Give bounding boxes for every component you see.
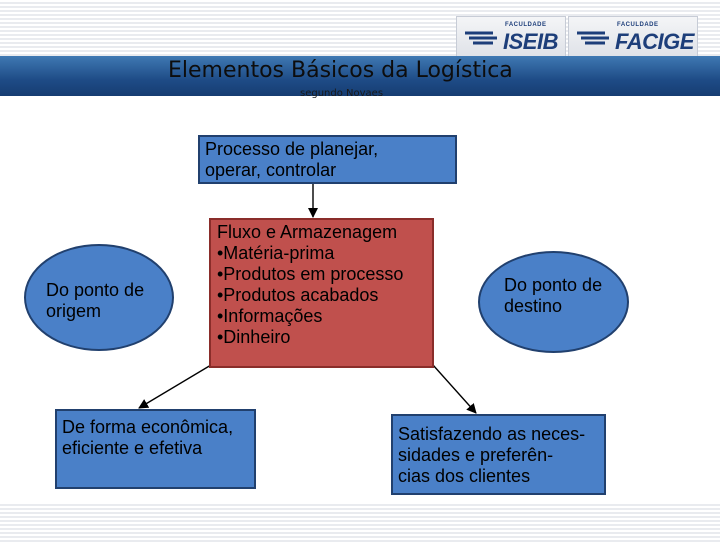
logo-tag: FACULDADE — [505, 22, 547, 28]
logo-tag: FACULDADE — [617, 22, 659, 28]
process-box — [198, 135, 457, 184]
page-subtitle: segundo Novaes — [300, 88, 384, 99]
page-title: Elementos Básicos da Logística — [168, 58, 513, 83]
logo-name: FACIGE — [615, 29, 694, 54]
economic-text: De forma econômica, eficiente e efetiva — [62, 417, 234, 458]
satisfy-box — [391, 414, 606, 495]
destination-ellipse — [478, 251, 629, 353]
satisfy-text: Satisfazendo as neces- sidades e preferên- cias dos clientes — [398, 424, 586, 486]
process-text: Processo de planejar, operar, controlar — [205, 139, 379, 180]
economic-box — [55, 409, 256, 489]
arrow-flow-to-satisfy — [433, 365, 476, 413]
origin-text: Do ponto de origem — [46, 280, 145, 321]
origin-ellipse — [24, 244, 174, 351]
destination-text: Do ponto de destino — [504, 275, 603, 316]
flow-text: Fluxo e Armazenagem •Matéria-prima •Produtos em processo •Produtos acabados •Informações •Dinheiro — [217, 222, 404, 347]
flow-box — [209, 218, 434, 368]
logo-name: ISEIB — [503, 29, 558, 54]
arrow-flow-to-economic — [139, 365, 211, 408]
